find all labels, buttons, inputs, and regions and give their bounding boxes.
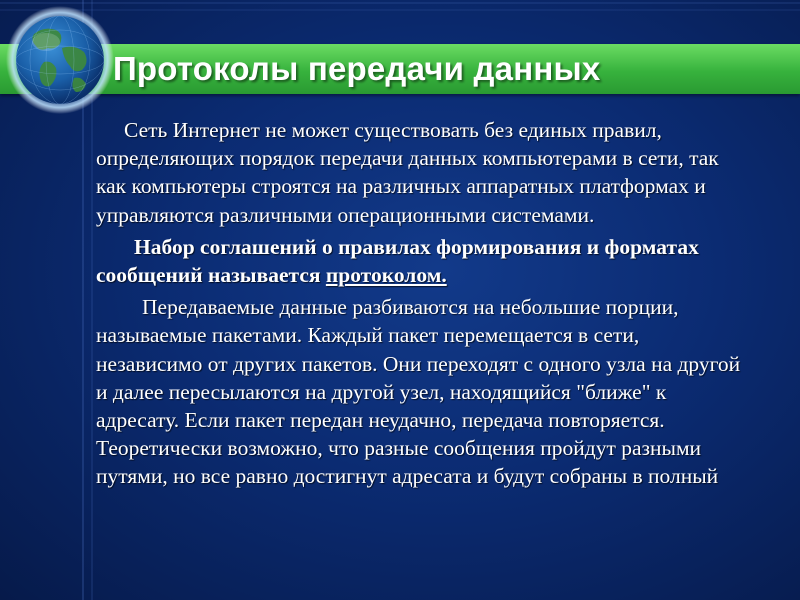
slide-content: [96, 116, 746, 495]
paragraph-protocol-definition: [96, 233, 746, 289]
paragraph-internet-rules: Сеть Интернет не может существовать без единых правил, определяющих порядок передачи данных компьютерами в сети, так как компьютеры строятся на различных аппаратных платформах и управляются различными операционными системами.: [96, 118, 719, 227]
protocol-term: протоколом.: [325, 263, 447, 288]
protocol-definition-text: Набор соглашений о правилах формирования и форматах сообщений называется: [96, 234, 699, 288]
slide-title: Протоколы передачи данных: [113, 50, 601, 87]
paragraph-packets: Передаваемые данные разбиваются на небольшие порции, называемые пакетами. Каждый пакет перемещается в сети, независимо от других пакетов. Они переходят с одного узла на другой и далее пересылаются на другой узел, находящийся "ближе" к адресату. Если пакет передан неудачно, передача повторяется. Теоретически возможно, что разные сообщения пройдут разными путями, но все равно достигнут адресата и будут собраны в полный: [96, 295, 741, 489]
globe-icon: [4, 4, 116, 116]
